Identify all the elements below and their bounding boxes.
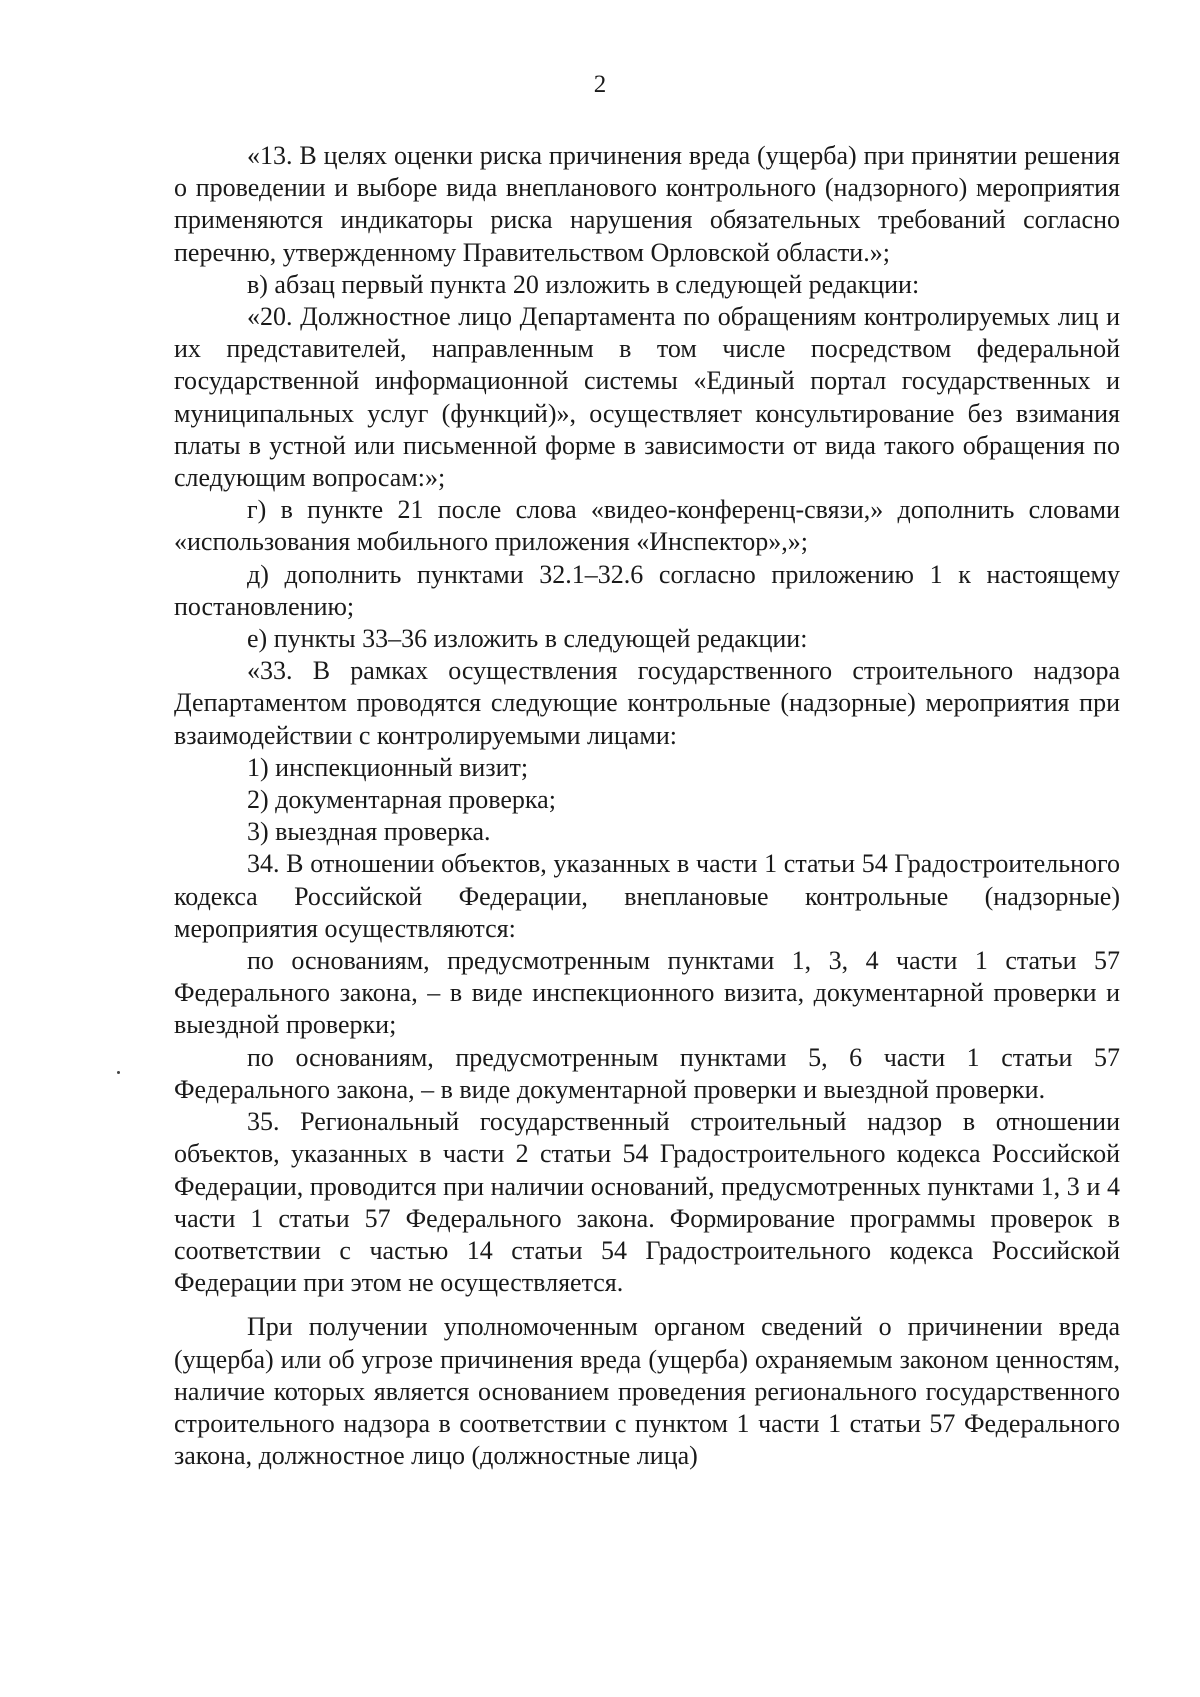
list-item-2: 2) документарная проверка; xyxy=(247,785,556,815)
list-item-3: 3) выездная проверка. xyxy=(247,817,491,847)
paragraph-item-34-basis-2: по основаниям, предусмотренным пунктами 5, 6 части 1 статьи 57 Федерального закона, – в виде документарной проверки и выездной проверки. xyxy=(174,1042,1120,1104)
paragraph-item-34: 34. В отношении объектов, указанных в части 1 статьи 54 Градостроительного кодекса Российской Федерации, внеплановые контрольные (надзорные) мероприятия осуществляются: xyxy=(174,849,1120,943)
paragraph-item-13: «13. В целях оценки риска причинения вреда (ущерба) при принятии решения о проведении и выборе вида внепланового контрольного (надзорного) мероприятия применяются индикаторы риска нарушения обязательных требований согласно перечню, утвержденному Правительством Орловской области.»; xyxy=(174,141,1120,267)
paragraph-item-35: 35. Региональный государственный строительный надзор в отношении объектов, указанных в части 2 статьи 54 Градостроительного кодекса Российской Федерации, проводится при наличии оснований, предусмотренных пунктами 1, 3 и 4 части 1 статьи 57 Федерального закона. Формирование программы проверок в соответствии с частью 14 статьи 54 Градостроительного кодекса Российской Федерации при этом не осуществляется. xyxy=(174,1107,1120,1298)
paragraph-subitem-e: е) пункты 33–36 изложить в следующей редакции: xyxy=(247,624,808,654)
paragraph-subitem-d: д) дополнить пунктами 32.1–32.6 согласно приложению 1 к настоящему постановлению; xyxy=(174,559,1120,621)
paragraph-item-34-basis-1: по основаниям, предусмотренным пунктами 1, 3, 4 части 1 статьи 57 Федерального закона, – в виде инспекционного визита, документарной проверки и выездной проверки; xyxy=(174,946,1120,1040)
paragraph-item-35-continued: При получении уполномоченным органом сведений о причинении вреда (ущерба) или об угрозе причинения вреда (ущерба) охраняемым законом ценностям, наличие которых является основанием проведения регионального государственного строительного надзора в соответствии с пунктом 1 части 1 статьи 57 Федерального закона, должностное лицо (должностные лица) xyxy=(174,1312,1120,1471)
paragraph-item-33: «33. В рамках осуществления государственного строительного надзора Департаментом проводятся следующие контрольные (надзорные) мероприятия при взаимодействии с контролируемыми лицами: xyxy=(174,656,1120,750)
list-item-1: 1) инспекционный визит; xyxy=(247,752,529,782)
page-number: 2 xyxy=(593,71,607,98)
document-body xyxy=(174,140,1120,1472)
scan-dot-mark xyxy=(117,1071,120,1074)
paragraph-subitem-v: в) абзац первый пункта 20 изложить в следующей редакции: xyxy=(247,269,920,299)
paragraph-subitem-g: г) в пункте 21 после слова «видео-конференц-связи,» дополнить словами «использования мобильного приложения «Инспектор»,»; xyxy=(174,495,1120,557)
paragraph-item-20: «20. Должностное лицо Департамента по обращениям контролируемых лиц и их представителей, направленным в том числе посредством федеральной государственной информационной системы «Единый портал государственных и муниципальных услуг (функций)», осуществляет консультирование без взимания платы в устной или письменной форме в зависимости от вида такого обращения по следующим вопросам:»; xyxy=(174,302,1120,493)
